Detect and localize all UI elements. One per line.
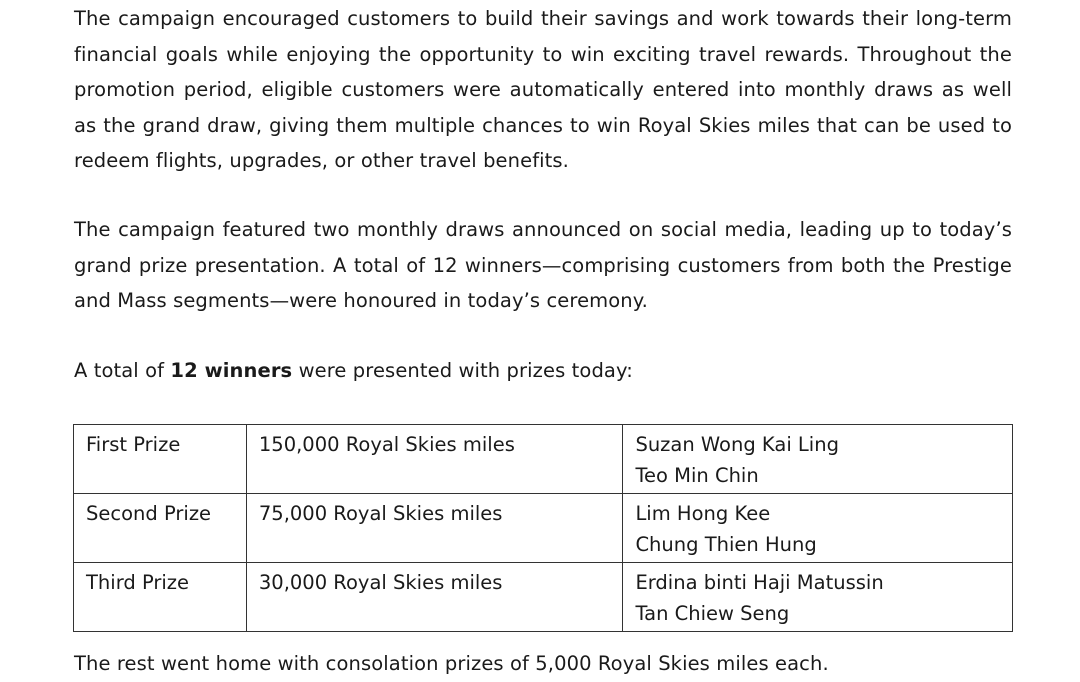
winner-name: Tan Chiew Seng xyxy=(635,602,790,625)
table-row xyxy=(74,563,1013,632)
table-row xyxy=(74,494,1013,563)
winners-count-bold: 12 winners xyxy=(170,359,293,382)
prize-table xyxy=(73,424,1013,632)
prize-winners-cell xyxy=(623,494,1013,563)
winners-intro-suffix: were presented with prizes today: xyxy=(292,359,633,382)
prize-reward-cell: 30,000 Royal Skies miles xyxy=(246,563,623,632)
consolation-prizes-paragraph: The rest went home with consolation prizes of 5,000 Royal Skies miles each. xyxy=(74,652,829,675)
prize-winners-cell xyxy=(623,563,1013,632)
prize-reward-cell: 150,000 Royal Skies miles xyxy=(246,425,623,494)
winners-intro-paragraph xyxy=(74,353,1012,389)
prize-name-cell: First Prize xyxy=(74,425,247,494)
prize-name-cell: Second Prize xyxy=(74,494,247,563)
winners-intro-prefix: A total of xyxy=(74,359,171,382)
winner-name: Suzan Wong Kai Ling xyxy=(635,433,839,456)
table-row xyxy=(74,425,1013,494)
winner-name: Teo Min Chin xyxy=(635,464,759,487)
prize-winners-cell xyxy=(623,425,1013,494)
prize-reward-cell: 75,000 Royal Skies miles xyxy=(246,494,623,563)
winner-name: Chung Thien Hung xyxy=(635,533,817,556)
winner-name: Lim Hong Kee xyxy=(635,502,771,525)
campaign-description-paragraph: The campaign encouraged customers to build their savings and work towards their long-term financial goals while enjoying the opportunity to win exciting travel rewards. Throughout the promotion period, eligible customers were automatically entered into monthly draws as well as the grand draw, giving them multiple chances to win Royal Skies miles that can be used to redeem flights, upgrades, or other travel benefits. xyxy=(74,7,1012,172)
prize-name-cell: Third Prize xyxy=(74,563,247,632)
monthly-draws-paragraph: The campaign featured two monthly draws announced on social media, leading up to today’s grand prize presentation. A total of 12 winners—comprising customers from both the Prestige and Mass segments—were honoured in today’s ceremony. xyxy=(74,218,1012,312)
winner-name: Erdina binti Haji Matussin xyxy=(635,571,884,594)
